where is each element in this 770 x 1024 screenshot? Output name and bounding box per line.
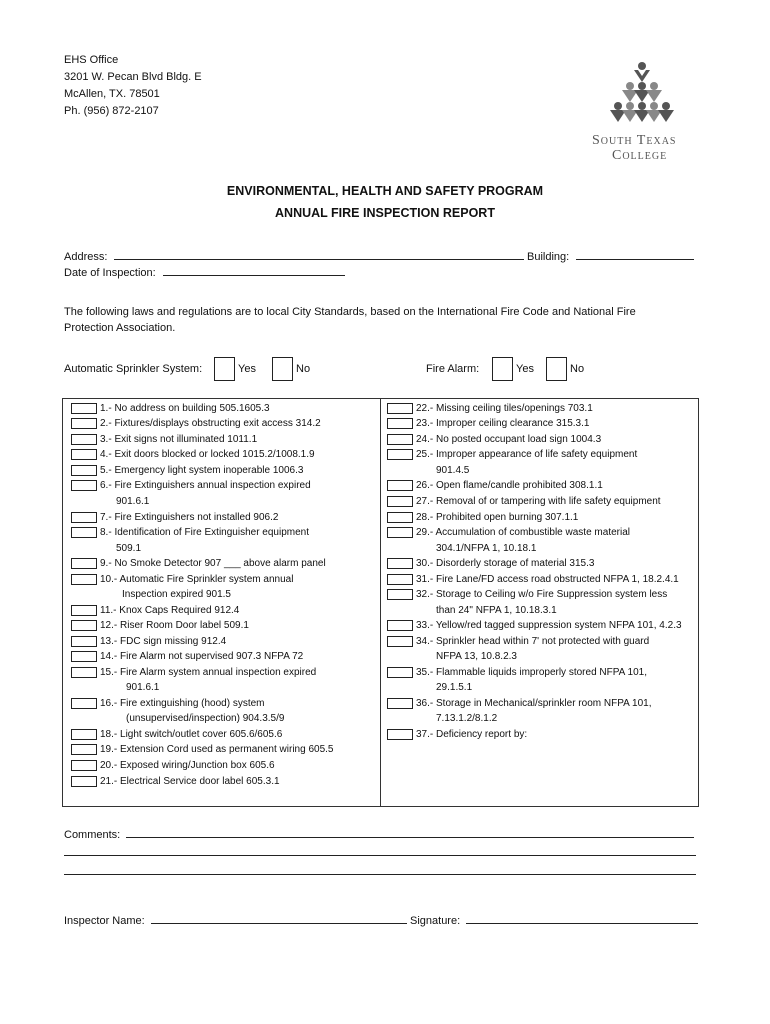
building-label: Building: <box>527 251 570 263</box>
item-19-label: 19.- Extension Cord used as permanent wiring 605.5 <box>100 744 334 755</box>
date-label: Date of Inspection: <box>64 267 156 279</box>
item-30-checkbox[interactable] <box>387 558 413 569</box>
item-37-label: 37.- Deficiency report by: <box>416 729 528 740</box>
comments-label: Comments: <box>64 829 121 841</box>
item-35-checkbox[interactable] <box>387 667 413 678</box>
item-10-checkbox[interactable] <box>71 574 97 585</box>
item-28-label: 28.- Prohibited open burning 307.1.1 <box>416 512 579 523</box>
office-phone: Ph. (956) 872-2107 <box>64 105 159 117</box>
item-5-checkbox[interactable] <box>71 465 97 476</box>
sprinkler-yes-label: Yes <box>238 363 256 375</box>
item-11-checkbox[interactable] <box>71 605 97 616</box>
item-2-label: 2.- Fixtures/displays obstructing exit access 314.2 <box>100 418 321 429</box>
signature-field[interactable] <box>466 912 698 924</box>
item-31-label: 31.- Fire Lane/FD access road obstructed NFPA 1, 18.2.4.1 <box>416 574 679 585</box>
item-3-checkbox[interactable] <box>71 434 97 445</box>
building-field[interactable] <box>576 248 694 260</box>
item-5-label: 5.- Emergency light system inoperable 1006.3 <box>100 465 304 476</box>
logo-line-2: College <box>612 148 668 163</box>
item-1-label: 1.- No address on building 505.1605.3 <box>100 403 270 414</box>
item-9-label: 9.- No Smoke Detector 907 ___ above alarm panel <box>100 558 326 569</box>
item-37-checkbox[interactable] <box>387 729 413 740</box>
item-4-label: 4.- Exit doors blocked or locked 1015.2/1008.1.9 <box>100 449 315 460</box>
fire-alarm-label: Fire Alarm: <box>426 363 480 375</box>
item-35-label-cont: 29.1.5.1 <box>436 682 473 693</box>
comments-row <box>64 826 694 841</box>
address-row <box>64 248 524 263</box>
item-7-checkbox[interactable] <box>71 512 97 523</box>
item-25-checkbox[interactable] <box>387 449 413 460</box>
office-street: 3201 W. Pecan Blvd Bldg. E <box>64 71 202 83</box>
item-36-label-cont: 7.13.1.2/8.1.2 <box>436 713 498 724</box>
item-1-checkbox[interactable] <box>71 403 97 414</box>
signature-label: Signature: <box>410 915 461 927</box>
item-21-checkbox[interactable] <box>71 776 97 787</box>
item-9-checkbox[interactable] <box>71 558 97 569</box>
signature-row <box>410 912 698 927</box>
sprinkler-no-checkbox[interactable] <box>272 357 293 381</box>
item-10-label: 10.- Automatic Fire Sprinkler system annual <box>100 574 294 585</box>
item-30-label: 30.- Disorderly storage of material 315.3 <box>416 558 595 569</box>
item-13-checkbox[interactable] <box>71 636 97 647</box>
item-6-label-cont: 901.6.1 <box>116 496 150 507</box>
item-21-label: 21.- Electrical Service door label 605.3.1 <box>100 776 280 787</box>
item-6-label: 6.- Fire Extinguishers annual inspection expired <box>100 480 311 491</box>
item-31-checkbox[interactable] <box>387 574 413 585</box>
office-name: EHS Office <box>64 54 119 66</box>
intro-line-1: The following laws and regulations are to local City Standards, based on the International Fire Code and National Fire <box>64 306 636 318</box>
sprinkler-label: Automatic Sprinkler System: <box>64 363 203 375</box>
item-34-checkbox[interactable] <box>387 636 413 647</box>
item-26-checkbox[interactable] <box>387 480 413 491</box>
item-12-checkbox[interactable] <box>71 620 97 631</box>
item-16-label-cont: (unsupervised/inspection) 904.3.5/9 <box>126 713 285 724</box>
item-7-label: 7.- Fire Extinguishers not installed 906.2 <box>100 512 279 523</box>
checklist-divider <box>380 398 381 807</box>
item-2-checkbox[interactable] <box>71 418 97 429</box>
item-33-label: 33.- Yellow/red tagged suppression system NFPA 101, 4.2.3 <box>416 620 682 631</box>
inspector-field[interactable] <box>151 912 407 924</box>
item-18-label: 18.- Light switch/outlet cover 605.6/605.6 <box>100 729 283 740</box>
item-4-checkbox[interactable] <box>71 449 97 460</box>
item-29-checkbox[interactable] <box>387 527 413 538</box>
address-label: Address: <box>64 251 108 263</box>
item-14-label: 14.- Fire Alarm not supervised 907.3 NFPA 72 <box>100 651 304 662</box>
item-36-label: 36.- Storage in Mechanical/sprinkler room NFPA 101, <box>416 698 652 709</box>
item-34-label: 34.- Sprinkler head within 7' not protected with guard <box>416 636 650 647</box>
building-row <box>527 248 694 263</box>
item-23-checkbox[interactable] <box>387 418 413 429</box>
item-18-checkbox[interactable] <box>71 729 97 740</box>
item-8-checkbox[interactable] <box>71 527 97 538</box>
item-29-label-cont: 304.1/NFPA 1, 10.18.1 <box>436 543 537 554</box>
sprinkler-no-label: No <box>296 363 311 375</box>
item-6-checkbox[interactable] <box>71 480 97 491</box>
item-22-label: 22.- Missing ceiling tiles/openings 703.1 <box>416 403 593 414</box>
date-row <box>64 264 345 279</box>
item-29-label: 29.- Accumulation of combustible waste material <box>416 527 630 538</box>
title-line-2: ANNUAL FIRE INSPECTION REPORT <box>275 206 495 220</box>
comments-field[interactable] <box>126 826 694 838</box>
intro-line-2: Protection Association. <box>64 322 176 334</box>
logo-line-1: South Texas <box>592 133 677 148</box>
item-10-label-cont: Inspection expired 901.5 <box>122 589 231 600</box>
item-28-checkbox[interactable] <box>387 512 413 523</box>
item-32-checkbox[interactable] <box>387 589 413 600</box>
item-23-label: 23.- Improper ceiling clearance 315.3.1 <box>416 418 590 429</box>
item-27-label: 27.- Removal of or tampering with life safety equipment <box>416 496 661 507</box>
address-field[interactable] <box>114 248 524 260</box>
item-26-label: 26.- Open flame/candle prohibited 308.1.1 <box>416 480 603 491</box>
item-27-checkbox[interactable] <box>387 496 413 507</box>
item-36-checkbox[interactable] <box>387 698 413 709</box>
office-city: McAllen, TX. 78501 <box>64 88 160 100</box>
item-15-label-cont: 901.6.1 <box>126 682 160 693</box>
item-15-label: 15.- Fire Alarm system annual inspection expired <box>100 667 317 678</box>
item-14-checkbox[interactable] <box>71 651 97 662</box>
item-8-label: 8.- Identification of Fire Extinguisher equipment <box>100 527 309 538</box>
item-20-checkbox[interactable] <box>71 760 97 771</box>
item-33-checkbox[interactable] <box>387 620 413 631</box>
item-13-label: 13.- FDC sign missing 912.4 <box>100 636 227 647</box>
comments-line-2[interactable] <box>64 855 696 856</box>
item-25-label-cont: 901.4.5 <box>436 465 470 476</box>
item-25-label: 25.- Improper appearance of life safety equipment <box>416 449 638 460</box>
inspector-row <box>64 912 407 927</box>
inspector-label: Inspector Name: <box>64 915 145 927</box>
fire-alarm-yes-checkbox[interactable] <box>492 357 513 381</box>
people-pyramid-icon <box>600 60 700 130</box>
item-16-label: 16.- Fire extinguishing (hood) system <box>100 698 265 709</box>
fire-alarm-no-label: No <box>570 363 585 375</box>
fire-alarm-yes-label: Yes <box>516 363 534 375</box>
item-32-label-cont: than 24" NFPA 1, 10.18.3.1 <box>436 605 557 616</box>
item-8-label-cont: 509.1 <box>116 543 142 554</box>
item-11-label: 11.- Knox Caps Required 912.4 <box>100 605 240 616</box>
item-20-label: 20.- Exposed wiring/Junction box 605.6 <box>100 760 275 771</box>
item-34-label-cont: NFPA 13, 10.8.2.3 <box>436 651 517 662</box>
item-22-checkbox[interactable] <box>387 403 413 414</box>
item-16-checkbox[interactable] <box>71 698 97 709</box>
item-24-checkbox[interactable] <box>387 434 413 445</box>
item-3-label: 3.- Exit signs not illuminated 1011.1 <box>100 434 258 445</box>
item-35-label: 35.- Flammable liquids improperly stored NFPA 101, <box>416 667 648 678</box>
item-12-label: 12.- Riser Room Door label 509.1 <box>100 620 249 631</box>
item-32-label: 32.- Storage to Ceiling w/o Fire Suppression system less <box>416 589 668 600</box>
item-15-checkbox[interactable] <box>71 667 97 678</box>
date-field[interactable] <box>163 264 345 276</box>
comments-line-3[interactable] <box>64 874 696 875</box>
title-line-1: ENVIRONMENTAL, HEALTH AND SAFETY PROGRAM <box>226 184 544 198</box>
item-19-checkbox[interactable] <box>71 744 97 755</box>
item-24-label: 24.- No posted occupant load sign 1004.3 <box>416 434 602 445</box>
sprinkler-yes-checkbox[interactable] <box>214 357 235 381</box>
fire-alarm-no-checkbox[interactable] <box>546 357 567 381</box>
